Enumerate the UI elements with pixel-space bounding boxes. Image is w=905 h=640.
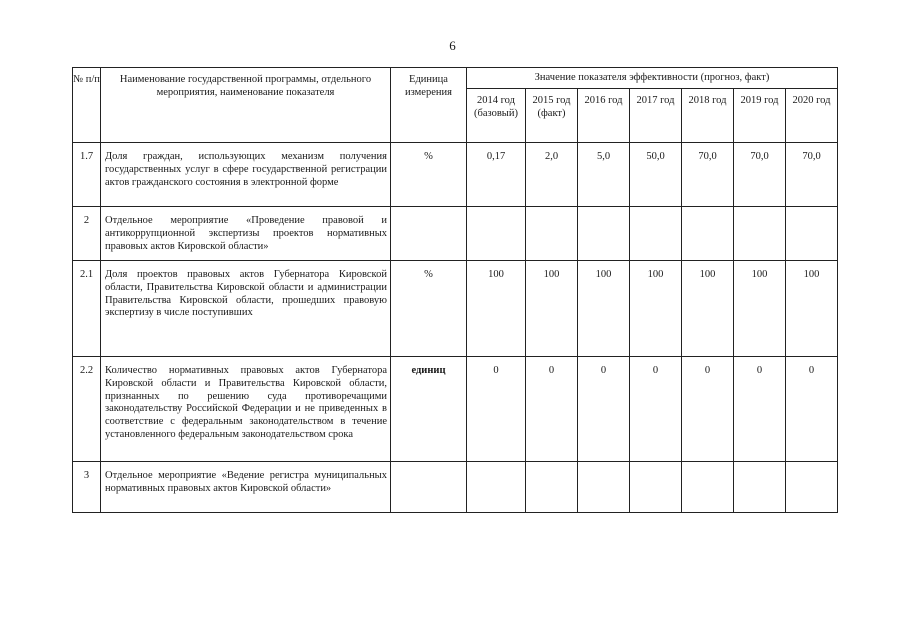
row-value bbox=[682, 462, 734, 513]
row-indicator-name: Доля проектов правовых актов Губернатора Кировской области, Правительства Кировской области и администрации Правительства Кировской области, прошедших правовую экспертизу в числе поступивших bbox=[101, 261, 391, 357]
row-indicator-name: Количество нормативных правовых актов Губернатора Кировской области и Правительства Кировской области, признанных по решению суда противоречащими законодательству Российской Федерации и не приведенных в соответствие с федеральным законодательством в течение установленного федеральным законодательством срока bbox=[101, 357, 391, 462]
header-year: 2019 год bbox=[734, 89, 786, 143]
row-value: 2,0 bbox=[526, 143, 578, 207]
header-name: Наименование государственной программы, отдельного мероприятия, наименование показателя bbox=[101, 68, 391, 143]
row-value bbox=[467, 207, 526, 261]
row-value bbox=[734, 207, 786, 261]
row-value: 100 bbox=[682, 261, 734, 357]
table-row bbox=[73, 207, 838, 261]
row-value bbox=[526, 462, 578, 513]
row-value: 0,17 bbox=[467, 143, 526, 207]
row-value bbox=[786, 462, 838, 513]
row-value: 70,0 bbox=[786, 143, 838, 207]
row-value bbox=[630, 462, 682, 513]
header-values-group: Значение показателя эффективности (прогноз, факт) bbox=[467, 68, 838, 89]
row-value: 100 bbox=[578, 261, 630, 357]
header-year: 2020 год bbox=[786, 89, 838, 143]
indicators-table bbox=[72, 67, 838, 513]
row-value: 100 bbox=[734, 261, 786, 357]
header-year: 2014 год (базовый) bbox=[467, 89, 526, 143]
row-value: 0 bbox=[682, 357, 734, 462]
row-indicator-name: Отдельное мероприятие «Ведение регистра муниципальных нормативных правовых актов Кировской области» bbox=[101, 462, 391, 513]
row-value: 100 bbox=[630, 261, 682, 357]
header-num: № п/п bbox=[73, 68, 101, 143]
page-number: 6 bbox=[449, 38, 456, 53]
row-value: 100 bbox=[467, 261, 526, 357]
header-unit: Единица измерения bbox=[391, 68, 467, 143]
row-value bbox=[734, 462, 786, 513]
header-row-1 bbox=[73, 68, 838, 89]
row-number: 2 bbox=[73, 207, 101, 261]
row-value: 50,0 bbox=[630, 143, 682, 207]
row-value bbox=[526, 207, 578, 261]
row-indicator-name: Доля граждан, использующих механизм получения государственных услуг в сфере государственной регистрации актов гражданского состояния в электронной форме bbox=[101, 143, 391, 207]
row-value bbox=[578, 207, 630, 261]
row-number: 1.7 bbox=[73, 143, 101, 207]
header-year: 2017 год bbox=[630, 89, 682, 143]
row-value bbox=[630, 207, 682, 261]
row-number: 2.2 bbox=[73, 357, 101, 462]
row-number: 3 bbox=[73, 462, 101, 513]
row-unit bbox=[391, 462, 467, 513]
row-value: 0 bbox=[786, 357, 838, 462]
row-value bbox=[578, 462, 630, 513]
row-value: 100 bbox=[786, 261, 838, 357]
row-unit: единиц bbox=[391, 357, 467, 462]
row-unit: % bbox=[391, 261, 467, 357]
header-year: 2015 год (факт) bbox=[526, 89, 578, 143]
row-value: 0 bbox=[467, 357, 526, 462]
table-row bbox=[73, 357, 838, 462]
table-row bbox=[73, 261, 838, 357]
row-value: 70,0 bbox=[682, 143, 734, 207]
row-value bbox=[786, 207, 838, 261]
row-value: 0 bbox=[526, 357, 578, 462]
row-value bbox=[467, 462, 526, 513]
row-value: 100 bbox=[526, 261, 578, 357]
row-value: 0 bbox=[630, 357, 682, 462]
row-value: 5,0 bbox=[578, 143, 630, 207]
row-value: 70,0 bbox=[734, 143, 786, 207]
row-unit bbox=[391, 207, 467, 261]
row-unit: % bbox=[391, 143, 467, 207]
row-value: 0 bbox=[734, 357, 786, 462]
table-row bbox=[73, 462, 838, 513]
table-row bbox=[73, 143, 838, 207]
row-indicator-name: Отдельное мероприятие «Проведение правовой и антикоррупционной экспертизы проектов нормативных правовых актов Кировской области» bbox=[101, 207, 391, 261]
header-year: 2018 год bbox=[682, 89, 734, 143]
header-year: 2016 год bbox=[578, 89, 630, 143]
row-number: 2.1 bbox=[73, 261, 101, 357]
row-value bbox=[682, 207, 734, 261]
row-value: 0 bbox=[578, 357, 630, 462]
